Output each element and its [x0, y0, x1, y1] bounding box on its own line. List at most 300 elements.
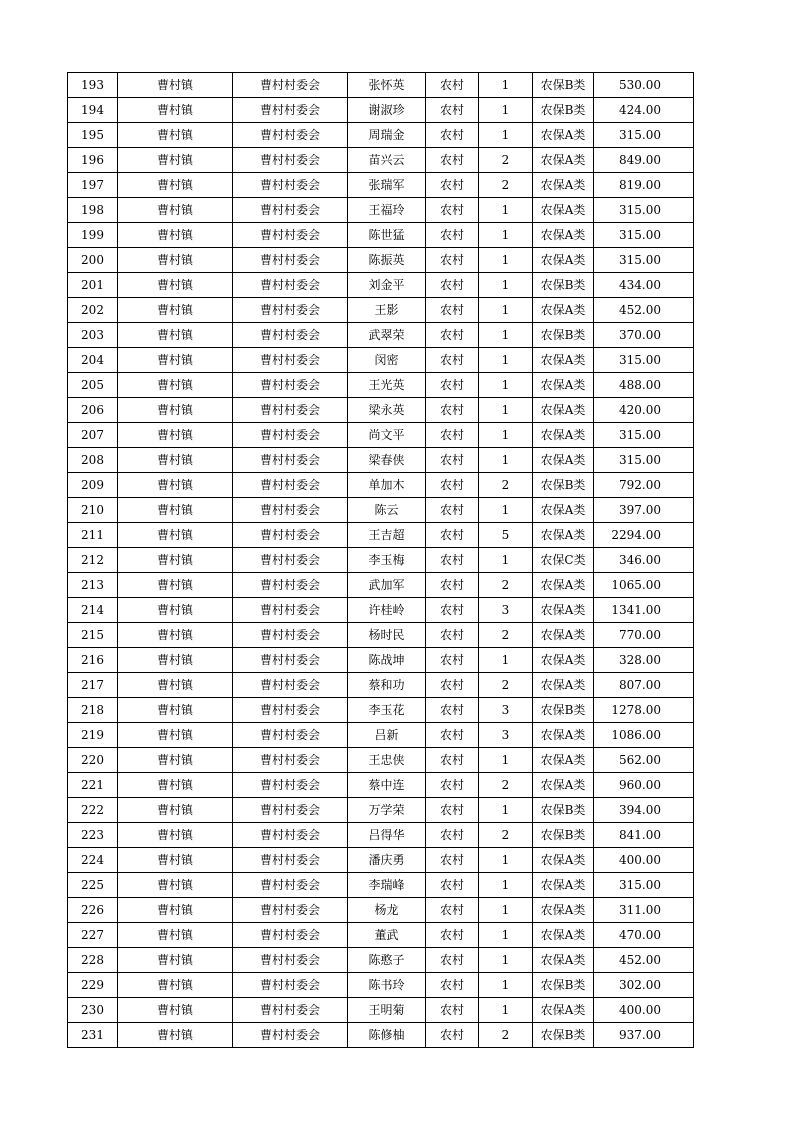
allowance-table	[67, 72, 694, 1048]
cell-area: 农村	[426, 223, 479, 248]
table-row	[68, 273, 694, 298]
cell-amount: 315.00	[594, 248, 694, 273]
cell-name: 陈振英	[348, 248, 426, 273]
cell-amount: 328.00	[594, 648, 694, 673]
cell-name: 李玉花	[348, 698, 426, 723]
table-row	[68, 598, 694, 623]
cell-category: 农保B类	[533, 798, 594, 823]
cell-amount: 315.00	[594, 873, 694, 898]
cell-count: 3	[479, 598, 533, 623]
cell-category: 农保A类	[533, 573, 594, 598]
cell-amount: 1341.00	[594, 598, 694, 623]
cell-town: 曹村镇	[118, 298, 233, 323]
cell-area: 农村	[426, 323, 479, 348]
cell-area: 农村	[426, 73, 479, 98]
cell-area: 农村	[426, 823, 479, 848]
cell-area: 农村	[426, 273, 479, 298]
cell-committee: 曹村村委会	[233, 698, 348, 723]
cell-name: 潘庆勇	[348, 848, 426, 873]
cell-name: 董武	[348, 923, 426, 948]
cell-town: 曹村镇	[118, 773, 233, 798]
table-row	[68, 348, 694, 373]
cell-count: 3	[479, 723, 533, 748]
cell-area: 农村	[426, 298, 479, 323]
cell-amount: 792.00	[594, 473, 694, 498]
cell-name: 蔡中连	[348, 773, 426, 798]
cell-count: 1	[479, 198, 533, 223]
cell-count: 1	[479, 448, 533, 473]
cell-town: 曹村镇	[118, 748, 233, 773]
cell-committee: 曹村村委会	[233, 623, 348, 648]
cell-amount: 841.00	[594, 823, 694, 848]
cell-category: 农保B类	[533, 973, 594, 998]
cell-number: 225	[68, 873, 118, 898]
cell-amount: 434.00	[594, 273, 694, 298]
cell-committee: 曹村村委会	[233, 948, 348, 973]
cell-number: 228	[68, 948, 118, 973]
table-row	[68, 773, 694, 798]
cell-town: 曹村镇	[118, 923, 233, 948]
table-row	[68, 673, 694, 698]
cell-category: 农保A类	[533, 648, 594, 673]
cell-area: 农村	[426, 848, 479, 873]
cell-name: 王影	[348, 298, 426, 323]
cell-count: 5	[479, 523, 533, 548]
cell-amount: 1278.00	[594, 698, 694, 723]
cell-area: 农村	[426, 473, 479, 498]
cell-town: 曹村镇	[118, 523, 233, 548]
cell-amount: 470.00	[594, 923, 694, 948]
cell-committee: 曹村村委会	[233, 223, 348, 248]
cell-town: 曹村镇	[118, 948, 233, 973]
cell-amount: 452.00	[594, 948, 694, 973]
cell-name: 闵密	[348, 348, 426, 373]
table-row	[68, 648, 694, 673]
cell-category: 农保B类	[533, 698, 594, 723]
cell-committee: 曹村村委会	[233, 298, 348, 323]
cell-number: 210	[68, 498, 118, 523]
cell-count: 1	[479, 948, 533, 973]
cell-town: 曹村镇	[118, 223, 233, 248]
cell-number: 195	[68, 123, 118, 148]
cell-committee: 曹村村委会	[233, 748, 348, 773]
table-row	[68, 198, 694, 223]
table-row	[68, 98, 694, 123]
cell-town: 曹村镇	[118, 1023, 233, 1048]
cell-category: 农保A类	[533, 948, 594, 973]
cell-number: 196	[68, 148, 118, 173]
cell-amount: 424.00	[594, 98, 694, 123]
cell-number: 230	[68, 998, 118, 1023]
cell-name: 王吉超	[348, 523, 426, 548]
cell-category: 农保A类	[533, 173, 594, 198]
cell-category: 农保C类	[533, 548, 594, 573]
cell-amount: 400.00	[594, 998, 694, 1023]
cell-category: 农保B类	[533, 323, 594, 348]
cell-name: 刘金平	[348, 273, 426, 298]
table-row	[68, 173, 694, 198]
cell-town: 曹村镇	[118, 373, 233, 398]
cell-committee: 曹村村委会	[233, 198, 348, 223]
cell-category: 农保B类	[533, 73, 594, 98]
cell-town: 曹村镇	[118, 248, 233, 273]
cell-count: 1	[479, 898, 533, 923]
cell-amount: 849.00	[594, 148, 694, 173]
cell-amount: 397.00	[594, 498, 694, 523]
cell-category: 农保A类	[533, 748, 594, 773]
table-row	[68, 698, 694, 723]
table-row	[68, 1023, 694, 1048]
cell-name: 王忠侠	[348, 748, 426, 773]
table-row	[68, 623, 694, 648]
cell-category: 农保A类	[533, 623, 594, 648]
cell-amount: 315.00	[594, 198, 694, 223]
cell-committee: 曹村村委会	[233, 1023, 348, 1048]
cell-category: 农保A类	[533, 398, 594, 423]
cell-area: 农村	[426, 1023, 479, 1048]
cell-number: 224	[68, 848, 118, 873]
cell-town: 曹村镇	[118, 698, 233, 723]
cell-number: 223	[68, 823, 118, 848]
cell-count: 2	[479, 773, 533, 798]
cell-committee: 曹村村委会	[233, 473, 348, 498]
table-row	[68, 923, 694, 948]
cell-area: 农村	[426, 123, 479, 148]
cell-number: 229	[68, 973, 118, 998]
cell-town: 曹村镇	[118, 848, 233, 873]
cell-number: 205	[68, 373, 118, 398]
cell-count: 1	[479, 748, 533, 773]
cell-name: 周瑞金	[348, 123, 426, 148]
cell-name: 王光英	[348, 373, 426, 398]
table-row	[68, 848, 694, 873]
cell-count: 2	[479, 148, 533, 173]
cell-count: 2	[479, 1023, 533, 1048]
cell-town: 曹村镇	[118, 398, 233, 423]
cell-town: 曹村镇	[118, 473, 233, 498]
cell-name: 武加军	[348, 573, 426, 598]
cell-committee: 曹村村委会	[233, 323, 348, 348]
cell-number: 227	[68, 923, 118, 948]
cell-name: 陈战坤	[348, 648, 426, 673]
cell-town: 曹村镇	[118, 973, 233, 998]
cell-category: 农保B类	[533, 473, 594, 498]
cell-committee: 曹村村委会	[233, 773, 348, 798]
cell-amount: 315.00	[594, 348, 694, 373]
cell-count: 1	[479, 98, 533, 123]
cell-count: 1	[479, 423, 533, 448]
cell-amount: 400.00	[594, 848, 694, 873]
cell-amount: 807.00	[594, 673, 694, 698]
cell-name: 张瑞军	[348, 173, 426, 198]
cell-committee: 曹村村委会	[233, 98, 348, 123]
cell-town: 曹村镇	[118, 723, 233, 748]
cell-committee: 曹村村委会	[233, 598, 348, 623]
cell-name: 梁春侠	[348, 448, 426, 473]
cell-count: 1	[479, 848, 533, 873]
cell-category: 农保A类	[533, 898, 594, 923]
cell-town: 曹村镇	[118, 348, 233, 373]
cell-town: 曹村镇	[118, 498, 233, 523]
cell-amount: 394.00	[594, 798, 694, 823]
cell-number: 194	[68, 98, 118, 123]
cell-area: 农村	[426, 398, 479, 423]
cell-name: 杨龙	[348, 898, 426, 923]
cell-count: 1	[479, 798, 533, 823]
cell-town: 曹村镇	[118, 323, 233, 348]
cell-committee: 曹村村委会	[233, 248, 348, 273]
cell-area: 农村	[426, 498, 479, 523]
cell-area: 农村	[426, 623, 479, 648]
table-row	[68, 948, 694, 973]
cell-amount: 562.00	[594, 748, 694, 773]
cell-amount: 488.00	[594, 373, 694, 398]
cell-amount: 315.00	[594, 223, 694, 248]
cell-town: 曹村镇	[118, 548, 233, 573]
cell-town: 曹村镇	[118, 123, 233, 148]
cell-amount: 315.00	[594, 123, 694, 148]
cell-number: 197	[68, 173, 118, 198]
cell-committee: 曹村村委会	[233, 448, 348, 473]
cell-area: 农村	[426, 948, 479, 973]
cell-count: 1	[479, 998, 533, 1023]
cell-committee: 曹村村委会	[233, 423, 348, 448]
table-row	[68, 248, 694, 273]
cell-name: 单加木	[348, 473, 426, 498]
cell-count: 2	[479, 473, 533, 498]
cell-amount: 346.00	[594, 548, 694, 573]
table-row	[68, 573, 694, 598]
cell-area: 农村	[426, 773, 479, 798]
table-row	[68, 123, 694, 148]
cell-area: 农村	[426, 673, 479, 698]
cell-count: 2	[479, 673, 533, 698]
table-row	[68, 473, 694, 498]
cell-amount: 1086.00	[594, 723, 694, 748]
cell-town: 曹村镇	[118, 598, 233, 623]
cell-name: 王福玲	[348, 198, 426, 223]
cell-count: 1	[479, 123, 533, 148]
cell-category: 农保A类	[533, 723, 594, 748]
table-row	[68, 298, 694, 323]
cell-area: 农村	[426, 748, 479, 773]
cell-name: 陈书玲	[348, 973, 426, 998]
cell-number: 199	[68, 223, 118, 248]
table-row	[68, 398, 694, 423]
cell-number: 211	[68, 523, 118, 548]
cell-count: 1	[479, 73, 533, 98]
cell-amount: 819.00	[594, 173, 694, 198]
cell-committee: 曹村村委会	[233, 998, 348, 1023]
cell-name: 杨时民	[348, 623, 426, 648]
cell-area: 农村	[426, 698, 479, 723]
cell-number: 198	[68, 198, 118, 223]
cell-category: 农保A类	[533, 998, 594, 1023]
cell-amount: 311.00	[594, 898, 694, 923]
cell-committee: 曹村村委会	[233, 648, 348, 673]
cell-count: 1	[479, 298, 533, 323]
cell-area: 农村	[426, 973, 479, 998]
cell-number: 226	[68, 898, 118, 923]
cell-category: 农保A类	[533, 673, 594, 698]
cell-count: 1	[479, 398, 533, 423]
cell-name: 梁永英	[348, 398, 426, 423]
cell-count: 1	[479, 223, 533, 248]
cell-count: 1	[479, 323, 533, 348]
cell-committee: 曹村村委会	[233, 73, 348, 98]
cell-name: 陈修柚	[348, 1023, 426, 1048]
cell-area: 农村	[426, 348, 479, 373]
cell-count: 2	[479, 823, 533, 848]
cell-count: 1	[479, 923, 533, 948]
cell-committee: 曹村村委会	[233, 723, 348, 748]
cell-committee: 曹村村委会	[233, 848, 348, 873]
cell-amount: 2294.00	[594, 523, 694, 548]
cell-number: 231	[68, 1023, 118, 1048]
cell-committee: 曹村村委会	[233, 398, 348, 423]
cell-committee: 曹村村委会	[233, 123, 348, 148]
cell-number: 216	[68, 648, 118, 673]
cell-category: 农保A类	[533, 373, 594, 398]
cell-committee: 曹村村委会	[233, 573, 348, 598]
cell-count: 2	[479, 573, 533, 598]
cell-category: 农保A类	[533, 873, 594, 898]
cell-category: 农保A类	[533, 523, 594, 548]
cell-committee: 曹村村委会	[233, 923, 348, 948]
cell-committee: 曹村村委会	[233, 373, 348, 398]
table-row	[68, 723, 694, 748]
cell-area: 农村	[426, 548, 479, 573]
cell-number: 213	[68, 573, 118, 598]
cell-category: 农保A类	[533, 498, 594, 523]
table-row	[68, 498, 694, 523]
cell-town: 曹村镇	[118, 898, 233, 923]
cell-category: 农保A类	[533, 448, 594, 473]
cell-count: 1	[479, 873, 533, 898]
cell-number: 214	[68, 598, 118, 623]
cell-name: 张怀英	[348, 73, 426, 98]
cell-committee: 曹村村委会	[233, 273, 348, 298]
table-row	[68, 898, 694, 923]
cell-category: 农保A类	[533, 248, 594, 273]
cell-committee: 曹村村委会	[233, 148, 348, 173]
cell-area: 农村	[426, 648, 479, 673]
cell-number: 204	[68, 348, 118, 373]
cell-town: 曹村镇	[118, 648, 233, 673]
cell-amount: 770.00	[594, 623, 694, 648]
cell-area: 农村	[426, 148, 479, 173]
cell-committee: 曹村村委会	[233, 523, 348, 548]
cell-number: 221	[68, 773, 118, 798]
table-row	[68, 448, 694, 473]
cell-category: 农保A类	[533, 348, 594, 373]
cell-committee: 曹村村委会	[233, 898, 348, 923]
cell-committee: 曹村村委会	[233, 973, 348, 998]
cell-name: 李玉梅	[348, 548, 426, 573]
cell-town: 曹村镇	[118, 798, 233, 823]
table-row	[68, 873, 694, 898]
cell-town: 曹村镇	[118, 448, 233, 473]
cell-amount: 960.00	[594, 773, 694, 798]
cell-name: 武翠荣	[348, 323, 426, 348]
cell-category: 农保A类	[533, 298, 594, 323]
cell-committee: 曹村村委会	[233, 873, 348, 898]
cell-number: 202	[68, 298, 118, 323]
cell-category: 农保A类	[533, 423, 594, 448]
cell-amount: 530.00	[594, 73, 694, 98]
cell-count: 2	[479, 623, 533, 648]
cell-number: 219	[68, 723, 118, 748]
cell-name: 陈世猛	[348, 223, 426, 248]
table-row	[68, 73, 694, 98]
cell-area: 农村	[426, 523, 479, 548]
cell-name: 尚文平	[348, 423, 426, 448]
cell-count: 1	[479, 648, 533, 673]
cell-committee: 曹村村委会	[233, 498, 348, 523]
cell-town: 曹村镇	[118, 73, 233, 98]
table-row	[68, 748, 694, 773]
cell-name: 苗兴云	[348, 148, 426, 173]
cell-town: 曹村镇	[118, 273, 233, 298]
cell-area: 农村	[426, 423, 479, 448]
cell-area: 农村	[426, 198, 479, 223]
cell-town: 曹村镇	[118, 623, 233, 648]
cell-number: 206	[68, 398, 118, 423]
cell-number: 201	[68, 273, 118, 298]
cell-area: 农村	[426, 998, 479, 1023]
cell-area: 农村	[426, 923, 479, 948]
cell-name: 蔡和功	[348, 673, 426, 698]
cell-area: 农村	[426, 598, 479, 623]
cell-count: 1	[479, 548, 533, 573]
cell-category: 农保B类	[533, 1023, 594, 1048]
cell-town: 曹村镇	[118, 198, 233, 223]
table-row	[68, 373, 694, 398]
cell-amount: 452.00	[594, 298, 694, 323]
cell-town: 曹村镇	[118, 423, 233, 448]
cell-category: 农保A类	[533, 123, 594, 148]
cell-committee: 曹村村委会	[233, 348, 348, 373]
cell-name: 李瑞峰	[348, 873, 426, 898]
cell-area: 农村	[426, 173, 479, 198]
cell-count: 1	[479, 248, 533, 273]
cell-town: 曹村镇	[118, 98, 233, 123]
cell-committee: 曹村村委会	[233, 673, 348, 698]
cell-count: 1	[479, 273, 533, 298]
cell-area: 农村	[426, 898, 479, 923]
cell-amount: 420.00	[594, 398, 694, 423]
cell-amount: 937.00	[594, 1023, 694, 1048]
cell-number: 215	[68, 623, 118, 648]
cell-category: 农保A类	[533, 198, 594, 223]
cell-name: 万学荣	[348, 798, 426, 823]
cell-number: 222	[68, 798, 118, 823]
cell-number: 203	[68, 323, 118, 348]
cell-number: 217	[68, 673, 118, 698]
cell-number: 193	[68, 73, 118, 98]
cell-name: 吕新	[348, 723, 426, 748]
cell-name: 陈憨子	[348, 948, 426, 973]
cell-area: 农村	[426, 98, 479, 123]
cell-area: 农村	[426, 248, 479, 273]
cell-town: 曹村镇	[118, 573, 233, 598]
cell-committee: 曹村村委会	[233, 548, 348, 573]
cell-number: 200	[68, 248, 118, 273]
cell-count: 3	[479, 698, 533, 723]
cell-category: 农保A类	[533, 148, 594, 173]
cell-amount: 315.00	[594, 423, 694, 448]
cell-name: 谢淑珍	[348, 98, 426, 123]
